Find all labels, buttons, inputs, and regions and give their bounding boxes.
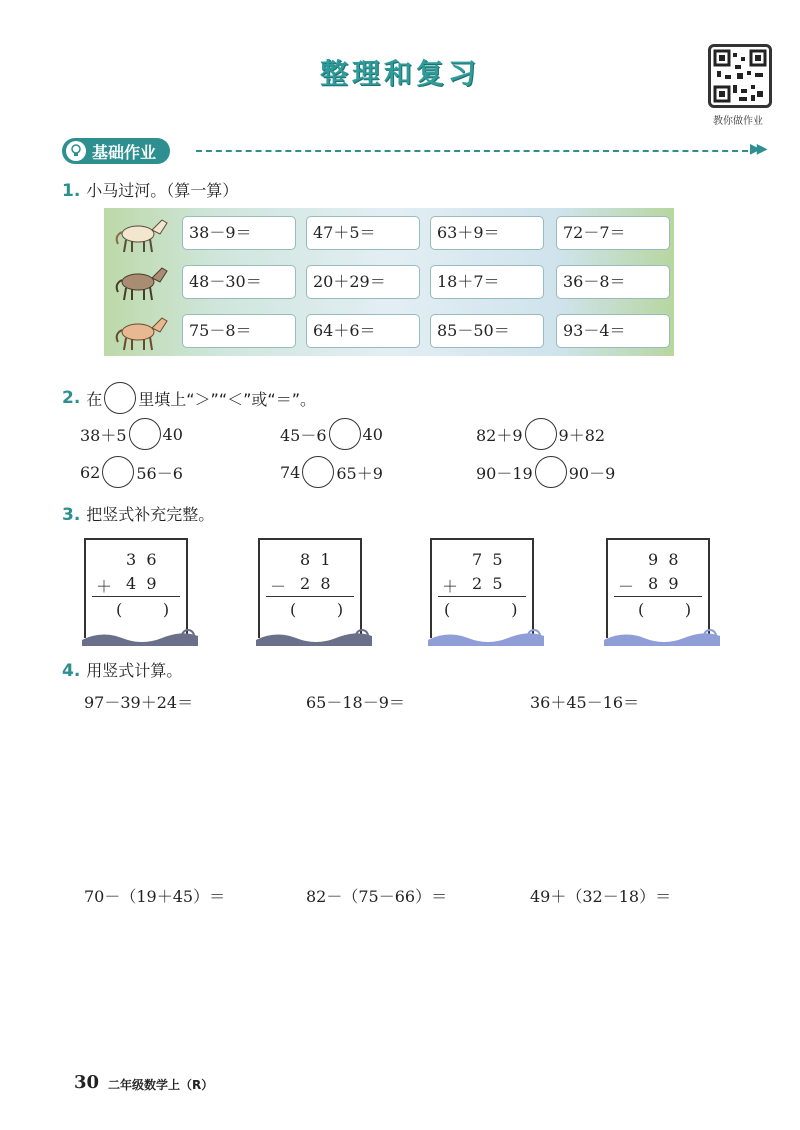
- vc-rule: [438, 596, 526, 597]
- compare-left: 90－19: [476, 463, 533, 483]
- vc-bottom: 2 8: [300, 574, 331, 593]
- q1-text: 小马过河。（算一算）: [86, 181, 239, 200]
- compare-circle[interactable]: [129, 418, 161, 450]
- compare-item: [80, 418, 183, 450]
- wave-icon: [256, 628, 372, 646]
- q3-heading: 3. 把竖式补充完整。: [62, 505, 215, 525]
- calc-cell[interactable]: 72－7＝: [556, 216, 670, 250]
- vc-result[interactable]: ( ): [116, 600, 170, 619]
- vc-operator: ＋: [96, 577, 113, 596]
- calc-cell[interactable]: 93－4＝: [556, 314, 670, 348]
- vc-result[interactable]: ( ): [638, 600, 692, 619]
- book-title: 二年级数学上（R）: [108, 1078, 214, 1092]
- horse-icon: [112, 262, 170, 302]
- calc-problem: 36＋45－16＝: [530, 693, 640, 712]
- compare-left: 62: [80, 462, 101, 482]
- compare-item: [476, 418, 605, 450]
- compare-circle[interactable]: [102, 456, 134, 488]
- compare-right: 40: [162, 424, 183, 444]
- vc-top: 7 5: [472, 550, 503, 569]
- horse-icon: [112, 214, 170, 254]
- calc-cell[interactable]: 48－30＝: [182, 265, 296, 299]
- compare-circle[interactable]: [525, 418, 557, 450]
- vertical-calc-box: [606, 538, 710, 638]
- section-badge: [62, 138, 170, 164]
- vc-operator: －: [618, 577, 635, 596]
- calc-cell[interactable]: 38－9＝: [182, 216, 296, 250]
- q4-text: 用竖式计算。: [86, 661, 183, 680]
- calc-cell[interactable]: 20＋29＝: [306, 265, 420, 299]
- calc-cell[interactable]: 85－50＝: [430, 314, 544, 348]
- compare-item: [280, 418, 383, 450]
- compare-item: [280, 456, 383, 488]
- compare-right: 9＋82: [558, 425, 606, 445]
- compare-right: 56－6: [136, 463, 183, 483]
- vc-rule: [614, 596, 702, 597]
- vc-top: 8 1: [300, 550, 331, 569]
- vc-bottom: 4 9: [126, 574, 157, 593]
- vc-operator: －: [270, 577, 287, 596]
- calc-cell[interactable]: 18＋7＝: [430, 265, 544, 299]
- page-title: 整理和复习: [319, 57, 480, 90]
- vc-top: 9 8: [648, 550, 679, 569]
- vertical-calc-box: [258, 538, 362, 638]
- wave-icon: [82, 628, 198, 646]
- horse-icon: [112, 312, 170, 352]
- wave-icon: [604, 628, 720, 646]
- compare-right: 65＋9: [336, 463, 383, 483]
- qr-code[interactable]: [708, 44, 772, 108]
- vc-top: 3 6: [126, 550, 157, 569]
- vc-rule: [92, 596, 180, 597]
- compare-right: 40: [362, 424, 383, 444]
- qr-code-icon: [711, 47, 769, 105]
- wave-icon: [428, 628, 544, 646]
- q3-number: 3: [62, 505, 74, 525]
- calc-cell[interactable]: 64＋6＝: [306, 314, 420, 348]
- circle-blank-icon: [104, 382, 136, 414]
- calc-problem: 65－18－9＝: [306, 693, 405, 712]
- vc-result[interactable]: ( ): [444, 600, 518, 619]
- vc-bottom: 2 5: [472, 574, 503, 593]
- section-divider: [196, 150, 748, 152]
- compare-left: 45－6: [280, 425, 327, 445]
- calc-problem: 97－39＋24＝: [84, 693, 194, 712]
- compare-item: [476, 456, 615, 488]
- compare-left: 74: [280, 462, 301, 482]
- compare-right: 90－9: [568, 463, 616, 483]
- vc-result[interactable]: ( ): [290, 600, 344, 619]
- double-arrow-icon: ▶▶: [750, 141, 764, 157]
- page-number: 30: [74, 1072, 100, 1093]
- vc-rule: [266, 596, 354, 597]
- q1-number: 1: [62, 181, 74, 201]
- calc-problem: 49＋（32－18）＝: [530, 887, 672, 906]
- compare-item: [80, 456, 183, 488]
- compare-left: 82＋9: [476, 425, 523, 445]
- vertical-calc-box: [430, 538, 534, 638]
- q4-heading: 4. 用竖式计算。: [62, 661, 183, 681]
- q4-number: 4: [62, 661, 74, 681]
- q2-number: 2: [62, 388, 74, 408]
- q2-heading: 2 . 在 里填上“＞”“＜”或“＝”。: [62, 382, 316, 414]
- calc-cell[interactable]: 36－8＝: [556, 265, 670, 299]
- lightbulb-icon: [66, 141, 86, 161]
- calc-cell[interactable]: 63＋9＝: [430, 216, 544, 250]
- q2-text-after: 里填上“＞”“＜”或“＝”。: [138, 389, 316, 409]
- vc-operator: ＋: [442, 577, 459, 596]
- compare-circle[interactable]: [302, 456, 334, 488]
- vc-bottom: 8 9: [648, 574, 679, 593]
- vertical-calc-box: [84, 538, 188, 638]
- qr-label: 教你做作业: [713, 116, 763, 127]
- q1-heading: 1. 小马过河。（算一算）: [62, 181, 239, 201]
- q2-text-before: 在: [86, 389, 103, 409]
- q3-text: 把竖式补充完整。: [86, 505, 215, 524]
- calc-problem: 82－（75－66）＝: [306, 887, 448, 906]
- compare-left: 38＋5: [80, 425, 127, 445]
- compare-circle[interactable]: [535, 456, 567, 488]
- calc-cell[interactable]: 47＋5＝: [306, 216, 420, 250]
- calc-problem: 70－（19＋45）＝: [84, 887, 226, 906]
- compare-circle[interactable]: [329, 418, 361, 450]
- calc-cell[interactable]: 75－8＝: [182, 314, 296, 348]
- section-label: 基础作业: [92, 142, 157, 162]
